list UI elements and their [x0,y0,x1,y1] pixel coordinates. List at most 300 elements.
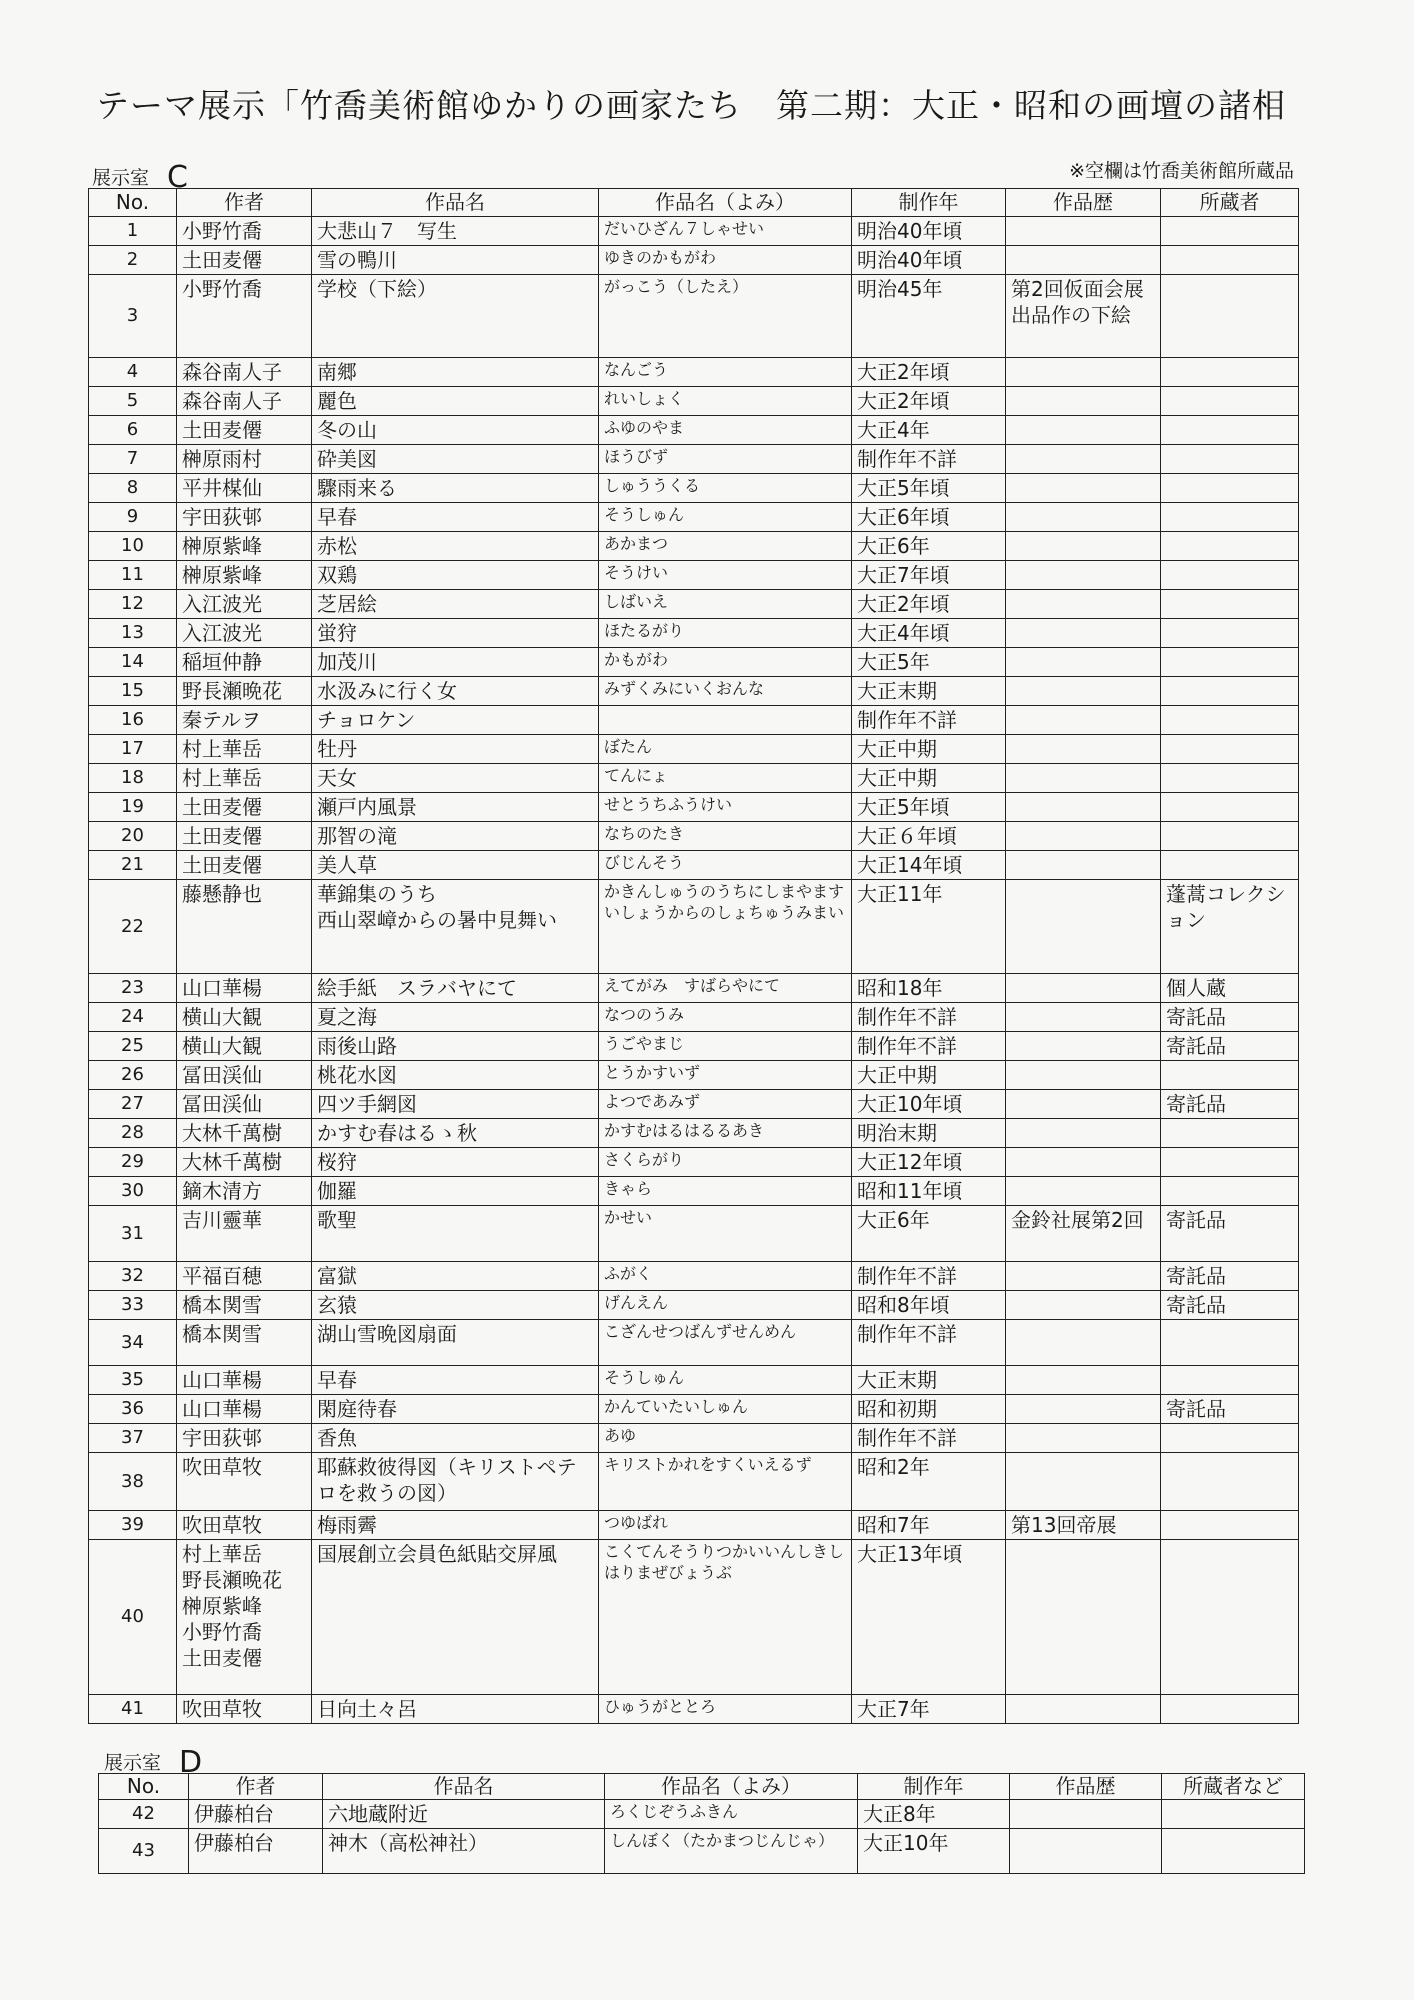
work-title-reading [599,706,852,735]
table-row [89,648,1299,677]
table-row [89,1453,1299,1511]
row-number: 37 [89,1424,177,1453]
row-number: 19 [89,793,177,822]
row-number: 16 [89,706,177,735]
artist-name: 入江波光 [177,590,312,619]
exhibition-history [1006,1453,1161,1511]
work-title-reading: しゅううくる [599,474,852,503]
row-number: 30 [89,1177,177,1206]
artist-name: 榊原雨村 [177,445,312,474]
exhibition-history [1006,648,1161,677]
row-number: 42 [99,1800,189,1829]
creation-year: 大正4年 [852,416,1006,445]
work-title-reading: かもがわ [599,648,852,677]
header-col-history: 作品歴 [1006,189,1161,217]
creation-year: 制作年不詳 [852,1003,1006,1032]
work-title: 学校（下絵） [312,275,599,358]
exhibition-history [1006,1061,1161,1090]
owner: 寄託品 [1161,1291,1299,1320]
artist-name: 森谷南人子 [177,358,312,387]
artist-name: 村上華岳 [177,735,312,764]
creation-year: 大正14年頃 [852,851,1006,880]
row-number: 39 [89,1511,177,1540]
exhibition-history [1006,503,1161,532]
row-number: 15 [89,677,177,706]
exhibit-table-d [98,1773,1305,1874]
work-title-reading: そうけい [599,561,852,590]
creation-year: 大正5年頃 [852,474,1006,503]
work-title-reading: さくらがり [599,1148,852,1177]
creation-year: 大正12年頃 [852,1148,1006,1177]
creation-year: 制作年不詳 [852,1320,1006,1366]
row-number: 41 [89,1695,177,1724]
artist-name: 冨田渓仙 [177,1061,312,1090]
exhibition-history [1006,1032,1161,1061]
artist-name: 宇田荻邨 [177,503,312,532]
work-title: 冬の山 [312,416,599,445]
work-title: 麗色 [312,387,599,416]
creation-year: 大正末期 [852,1366,1006,1395]
row-number: 43 [99,1829,189,1874]
artist-name: 冨田渓仙 [177,1090,312,1119]
work-title-reading: れいしょく [599,387,852,416]
table-row [99,1829,1305,1874]
row-number: 7 [89,445,177,474]
work-title: 富獄 [312,1262,599,1291]
row-number: 20 [89,822,177,851]
row-number: 12 [89,590,177,619]
page-title: テーマ展示「竹喬美術館ゆかりの画家たち 第二期：大正・昭和の画壇の諸相 [96,86,1286,125]
creation-year: 大正2年頃 [852,358,1006,387]
artist-name: 吹田草牧 [177,1511,312,1540]
header-col-yomi: 作品名（よみ） [599,189,852,217]
work-title: 天女 [312,764,599,793]
exhibition-history [1006,1003,1161,1032]
artist-name: 大林千萬樹 [177,1119,312,1148]
creation-year: 明治40年頃 [852,246,1006,275]
row-number: 10 [89,532,177,561]
header-col-title: 作品名 [323,1774,605,1800]
row-number: 18 [89,764,177,793]
artist-name: 村上華岳 野長瀬晩花 榊原紫峰 小野竹喬 土田麦僊 [177,1540,312,1695]
work-title: 雨後山路 [312,1032,599,1061]
work-title-reading: よつであみず [599,1090,852,1119]
work-title: 玄猿 [312,1291,599,1320]
work-title-reading: こくてんそうりつかいいんしきしはりまぜびょうぶ [599,1540,852,1695]
exhibition-history [1006,416,1161,445]
work-title-reading: ほたるがり [599,619,852,648]
owner: 寄託品 [1161,1090,1299,1119]
header-col-yomi: 作品名（よみ） [605,1774,858,1800]
table-row [89,1320,1299,1366]
creation-year: 大正4年頃 [852,619,1006,648]
creation-year: 大正中期 [852,1061,1006,1090]
row-number: 26 [89,1061,177,1090]
artist-name: 吹田草牧 [177,1695,312,1724]
work-title: 国展創立会員色紙貼交屏風 [312,1540,599,1695]
work-title-reading: えてがみ すばらやにて [599,974,852,1003]
table-row [89,246,1299,275]
table-row [89,1395,1299,1424]
artist-name: 土田麦僊 [177,822,312,851]
artist-name: 伊藤柏台 [189,1800,323,1829]
work-title: 桃花水図 [312,1061,599,1090]
owner [1161,822,1299,851]
table-row [89,445,1299,474]
work-title: 瀬戸内風景 [312,793,599,822]
owner [1161,1366,1299,1395]
exhibition-history [1006,735,1161,764]
work-title-reading: キリストかれをすくいえるず [599,1453,852,1511]
table-row [89,706,1299,735]
row-number: 11 [89,561,177,590]
work-title-reading: みずくみにいくおんな [599,677,852,706]
exhibition-history [1006,822,1161,851]
table-row [89,1262,1299,1291]
artist-name: 伊藤柏台 [189,1829,323,1874]
room-letter: C [167,160,188,195]
artist-name: 小野竹喬 [177,275,312,358]
table-row [89,974,1299,1003]
artist-name: 山口華楊 [177,974,312,1003]
exhibition-history [1010,1829,1162,1874]
exhibition-history [1006,1090,1161,1119]
table-row [89,1366,1299,1395]
exhibition-history [1006,590,1161,619]
work-title-reading: あかまつ [599,532,852,561]
header-col-owner: 所蔵者 [1161,189,1299,217]
work-title: 桜狩 [312,1148,599,1177]
work-title-reading: しんぼく（たかまつじんじゃ） [605,1829,858,1874]
artist-name: 入江波光 [177,619,312,648]
row-number: 13 [89,619,177,648]
artist-name: 大林千萬樹 [177,1148,312,1177]
work-title: 四ツ手網図 [312,1090,599,1119]
exhibition-history [1006,1320,1161,1366]
row-number: 6 [89,416,177,445]
work-title: かすむ春はるゝ秋 [312,1119,599,1148]
row-number: 28 [89,1119,177,1148]
owner [1161,416,1299,445]
owner [1161,503,1299,532]
row-number: 3 [89,275,177,358]
owner [1161,793,1299,822]
table-row [89,1291,1299,1320]
creation-year: 大正5年 [852,648,1006,677]
row-number: 32 [89,1262,177,1291]
table-row [89,1540,1299,1695]
work-title: 早春 [312,503,599,532]
work-title: 芝居絵 [312,590,599,619]
artist-name: 村上華岳 [177,764,312,793]
creation-year: 大正5年頃 [852,793,1006,822]
row-number: 22 [89,880,177,974]
artist-name: 野長瀬晩花 [177,677,312,706]
work-title: 南郷 [312,358,599,387]
exhibition-history [1006,1395,1161,1424]
table-row [89,1003,1299,1032]
owner [1161,1119,1299,1148]
work-title-reading: なんごう [599,358,852,387]
table-row [89,1061,1299,1090]
artist-name: 秦テルヲ [177,706,312,735]
work-title: 砕美図 [312,445,599,474]
table-row [89,1032,1299,1061]
owner [1161,1695,1299,1724]
owner [1161,387,1299,416]
work-title-reading: ふゆのやま [599,416,852,445]
table-row [89,1424,1299,1453]
artist-name: 鏑木清方 [177,1177,312,1206]
table-header-row [89,189,1299,217]
creation-year: 昭和11年頃 [852,1177,1006,1206]
exhibition-history [1006,1540,1161,1695]
exhibition-history [1006,1291,1161,1320]
work-title-reading: ろくじぞうふきん [605,1800,858,1829]
collection-note: ※空欄は竹喬美術館所蔵品 [1069,160,1294,182]
owner: 個人蔵 [1161,974,1299,1003]
row-number: 40 [89,1540,177,1695]
artist-name: 山口華楊 [177,1395,312,1424]
creation-year: 大正6年 [852,532,1006,561]
owner [1161,619,1299,648]
table-row [89,1206,1299,1262]
work-title: 神木（高松神社） [323,1829,605,1874]
header-col-title: 作品名 [312,189,599,217]
work-title: 水汲みに行く女 [312,677,599,706]
row-number: 23 [89,974,177,1003]
table-row [89,1511,1299,1540]
work-title-reading: つゆばれ [599,1511,852,1540]
row-number: 38 [89,1453,177,1511]
exhibition-history: 第2回仮面会展出品作の下絵 [1006,275,1161,358]
room-label-text: 展示室 [104,1752,162,1774]
row-number: 14 [89,648,177,677]
work-title-reading: なつのうみ [599,1003,852,1032]
table-row [89,851,1299,880]
exhibition-history [1006,561,1161,590]
creation-year: 明治末期 [852,1119,1006,1148]
table-row [89,358,1299,387]
exhibition-history [1006,677,1161,706]
owner [1161,851,1299,880]
work-title-reading: ほうびず [599,445,852,474]
work-title-reading: ゆきのかもがわ [599,246,852,275]
table-row [89,590,1299,619]
exhibition-history [1006,880,1161,974]
work-title: 華錦集のうち 西山翠嶂からの暑中見舞い [312,880,599,974]
work-title: 日向土々呂 [312,1695,599,1724]
artist-name: 吉川靈華 [177,1206,312,1262]
work-title: 閑庭待春 [312,1395,599,1424]
header-col-no: No. [89,189,177,217]
table-row [89,474,1299,503]
creation-year: 大正8年 [858,1800,1010,1829]
artist-name: 横山大観 [177,1032,312,1061]
row-number: 33 [89,1291,177,1320]
artist-name: 稲垣仲静 [177,648,312,677]
exhibit-table-c [88,188,1299,1724]
table-row [89,822,1299,851]
creation-year: 大正2年頃 [852,387,1006,416]
work-title-reading: うごやまじ [599,1032,852,1061]
work-title-reading: そうしゅん [599,1366,852,1395]
work-title: 歌聖 [312,1206,599,1262]
work-title-reading: かせい [599,1206,852,1262]
header-col-history: 作品歴 [1010,1774,1162,1800]
table-row [89,619,1299,648]
owner [1161,246,1299,275]
creation-year: 大正7年 [852,1695,1006,1724]
work-title: 早春 [312,1366,599,1395]
owner [1161,648,1299,677]
work-title-reading: ぼたん [599,735,852,764]
row-number: 31 [89,1206,177,1262]
artist-name: 山口華楊 [177,1366,312,1395]
exhibition-history [1006,1424,1161,1453]
exhibition-history [1006,1366,1161,1395]
table-row [89,880,1299,974]
work-title: 絵手紙 スラバヤにて [312,974,599,1003]
row-number: 36 [89,1395,177,1424]
artist-name: 宇田荻邨 [177,1424,312,1453]
exhibition-history [1006,851,1161,880]
work-title-reading: てんにょ [599,764,852,793]
work-title-reading: ふがく [599,1262,852,1291]
work-title-reading: ひゅうがととろ [599,1695,852,1724]
creation-year: 大正10年 [858,1829,1010,1874]
row-number: 25 [89,1032,177,1061]
table-row [89,1695,1299,1724]
work-title: 香魚 [312,1424,599,1453]
exhibition-history [1006,706,1161,735]
work-title: 耶蘇救彼得図（キリストペテロを救うの図） [312,1453,599,1511]
row-number: 5 [89,387,177,416]
artist-name: 土田麦僊 [177,246,312,275]
row-number: 2 [89,246,177,275]
exhibition-history [1006,532,1161,561]
work-title-reading: げんえん [599,1291,852,1320]
work-title: 伽羅 [312,1177,599,1206]
exhibition-history [1006,445,1161,474]
exhibition-history [1006,1177,1161,1206]
owner [1161,217,1299,246]
work-title-reading: びじんそう [599,851,852,880]
artist-name: 土田麦僊 [177,851,312,880]
work-title-reading: あゆ [599,1424,852,1453]
owner [1161,1320,1299,1366]
work-title: 牡丹 [312,735,599,764]
owner [1161,590,1299,619]
creation-year: 大正6年 [852,1206,1006,1262]
owner [1161,1453,1299,1511]
row-number: 35 [89,1366,177,1395]
owner [1162,1800,1305,1829]
header-col-year: 制作年 [852,189,1006,217]
creation-year: 大正10年頃 [852,1090,1006,1119]
creation-year: 明治40年頃 [852,217,1006,246]
creation-year: 大正2年頃 [852,590,1006,619]
creation-year: 昭和18年 [852,974,1006,1003]
work-title: 蛍狩 [312,619,599,648]
owner [1161,532,1299,561]
work-title: チョロケン [312,706,599,735]
owner: 寄託品 [1161,1032,1299,1061]
work-title: 夏之海 [312,1003,599,1032]
header-col-no: No. [99,1774,189,1800]
creation-year: 大正7年頃 [852,561,1006,590]
row-number: 17 [89,735,177,764]
owner: 寄託品 [1161,1395,1299,1424]
row-number: 24 [89,1003,177,1032]
row-number: 27 [89,1090,177,1119]
owner [1161,1540,1299,1695]
work-title-reading: かきんしゅうのうちにしまやますいしょうからのしょちゅうみまい [599,880,852,974]
exhibition-history [1006,1148,1161,1177]
row-number: 8 [89,474,177,503]
owner [1161,764,1299,793]
owner: 寄託品 [1161,1003,1299,1032]
table-row [89,764,1299,793]
creation-year: 昭和2年 [852,1453,1006,1511]
work-title-reading: とうかすいず [599,1061,852,1090]
artist-name: 平井楳仙 [177,474,312,503]
artist-name: 吹田草牧 [177,1453,312,1511]
header-col-owner: 所蔵者など [1162,1774,1305,1800]
work-title: 六地蔵附近 [323,1800,605,1829]
header-col-year: 制作年 [858,1774,1010,1800]
exhibition-history [1006,246,1161,275]
work-title-reading: そうしゅん [599,503,852,532]
creation-year: 制作年不詳 [852,706,1006,735]
table-row [89,387,1299,416]
owner [1161,1177,1299,1206]
exhibition-history [1006,217,1161,246]
artist-name: 藤懸静也 [177,880,312,974]
work-title: 双鶏 [312,561,599,590]
table-row [89,793,1299,822]
owner [1161,677,1299,706]
row-number: 9 [89,503,177,532]
table-row [89,416,1299,445]
work-title: 梅雨霽 [312,1511,599,1540]
creation-year: 大正6年頃 [852,503,1006,532]
artist-name: 土田麦僊 [177,416,312,445]
table-row [89,503,1299,532]
artist-name: 橋本関雪 [177,1320,312,1366]
artist-name: 土田麦僊 [177,793,312,822]
owner [1161,1061,1299,1090]
table-row [89,275,1299,358]
creation-year: 大正13年頃 [852,1540,1006,1695]
exhibition-history: 第13回帝展 [1006,1511,1161,1540]
owner: 寄託品 [1161,1262,1299,1291]
creation-year: 大正中期 [852,764,1006,793]
work-title-reading: がっこう（したえ） [599,275,852,358]
table-header-row [99,1774,1305,1800]
table-row [89,1148,1299,1177]
row-number: 1 [89,217,177,246]
exhibition-history [1006,474,1161,503]
row-number: 21 [89,851,177,880]
exhibition-history [1006,793,1161,822]
table-row [89,561,1299,590]
creation-year: 明治45年 [852,275,1006,358]
work-title: 赤松 [312,532,599,561]
artist-name: 小野竹喬 [177,217,312,246]
creation-year: 制作年不詳 [852,1032,1006,1061]
creation-year: 大正11年 [852,880,1006,974]
